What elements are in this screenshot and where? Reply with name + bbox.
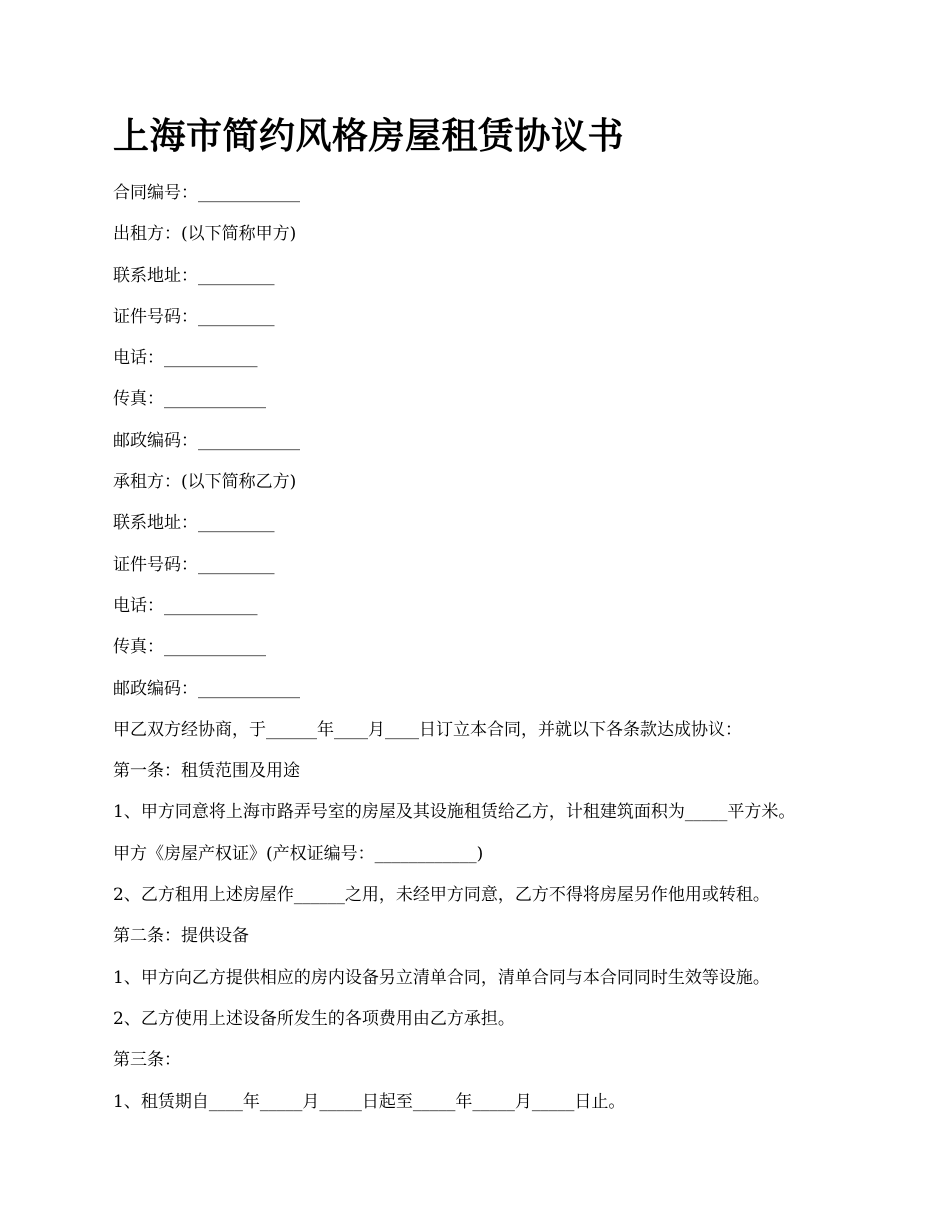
contract-number-line: 合同编号：____________ — [113, 183, 300, 203]
lessor-id-line: 证件号码：_________ — [113, 306, 275, 327]
document-title: 上海市简约风格房屋租赁协议书 — [113, 115, 625, 157]
article-2-heading: 第二条：提供设备 — [113, 926, 249, 947]
document-body — [113, 177, 893, 1127]
article-1-heading: 第一条：租赁范围及用途 — [113, 761, 300, 782]
article-1-property-cert: 甲方《房屋产权证》(产权证编号：____________) — [113, 843, 484, 864]
article-2-clause-1: 1、甲方向乙方提供相应的房内设备另立清单合同，清单合同与本合同同时生效等设施。 — [113, 967, 770, 988]
lessee-heading: 承租方：(以下简称乙方) — [113, 472, 297, 493]
lessee-fax-line: 传真：____________ — [113, 637, 266, 658]
lessee-postcode-line: 邮政编码：____________ — [113, 678, 300, 699]
article-3-clause-1: 1、租赁期自____年_____月_____日起至_____年_____月_____日止。 — [113, 1091, 626, 1112]
article-3-heading: 第三条： — [113, 1050, 181, 1071]
lessor-postcode-line: 邮政编码：____________ — [113, 430, 300, 451]
lessor-phone-line: 电话：___________ — [113, 348, 258, 369]
article-1-clause-1: 1、甲方同意将上海市路弄号室的房屋及其设施租赁给乙方，计租建筑面积为_____平方米。 — [113, 802, 796, 823]
lessor-fax-line: 传真：____________ — [113, 389, 266, 410]
lessor-address-line: 联系地址：_________ — [113, 265, 275, 286]
article-2-clause-2: 2、乙方使用上述设备所发生的各项费用由乙方承担。 — [113, 1008, 515, 1029]
lessor-heading: 出租方：(以下简称甲方) — [113, 224, 297, 245]
lessee-id-line: 证件号码：_________ — [113, 554, 275, 575]
agreement-intro: 甲乙双方经协商，于______年____月____日订立本合同，并就以下各条款达成协议： — [113, 719, 742, 740]
lessee-address-line: 联系地址：_________ — [113, 513, 275, 534]
lessee-phone-line: 电话：___________ — [113, 595, 258, 616]
article-1-clause-2: 2、乙方租用上述房屋作______之用，未经甲方同意，乙方不得将房屋另作他用或转租。 — [113, 885, 770, 906]
